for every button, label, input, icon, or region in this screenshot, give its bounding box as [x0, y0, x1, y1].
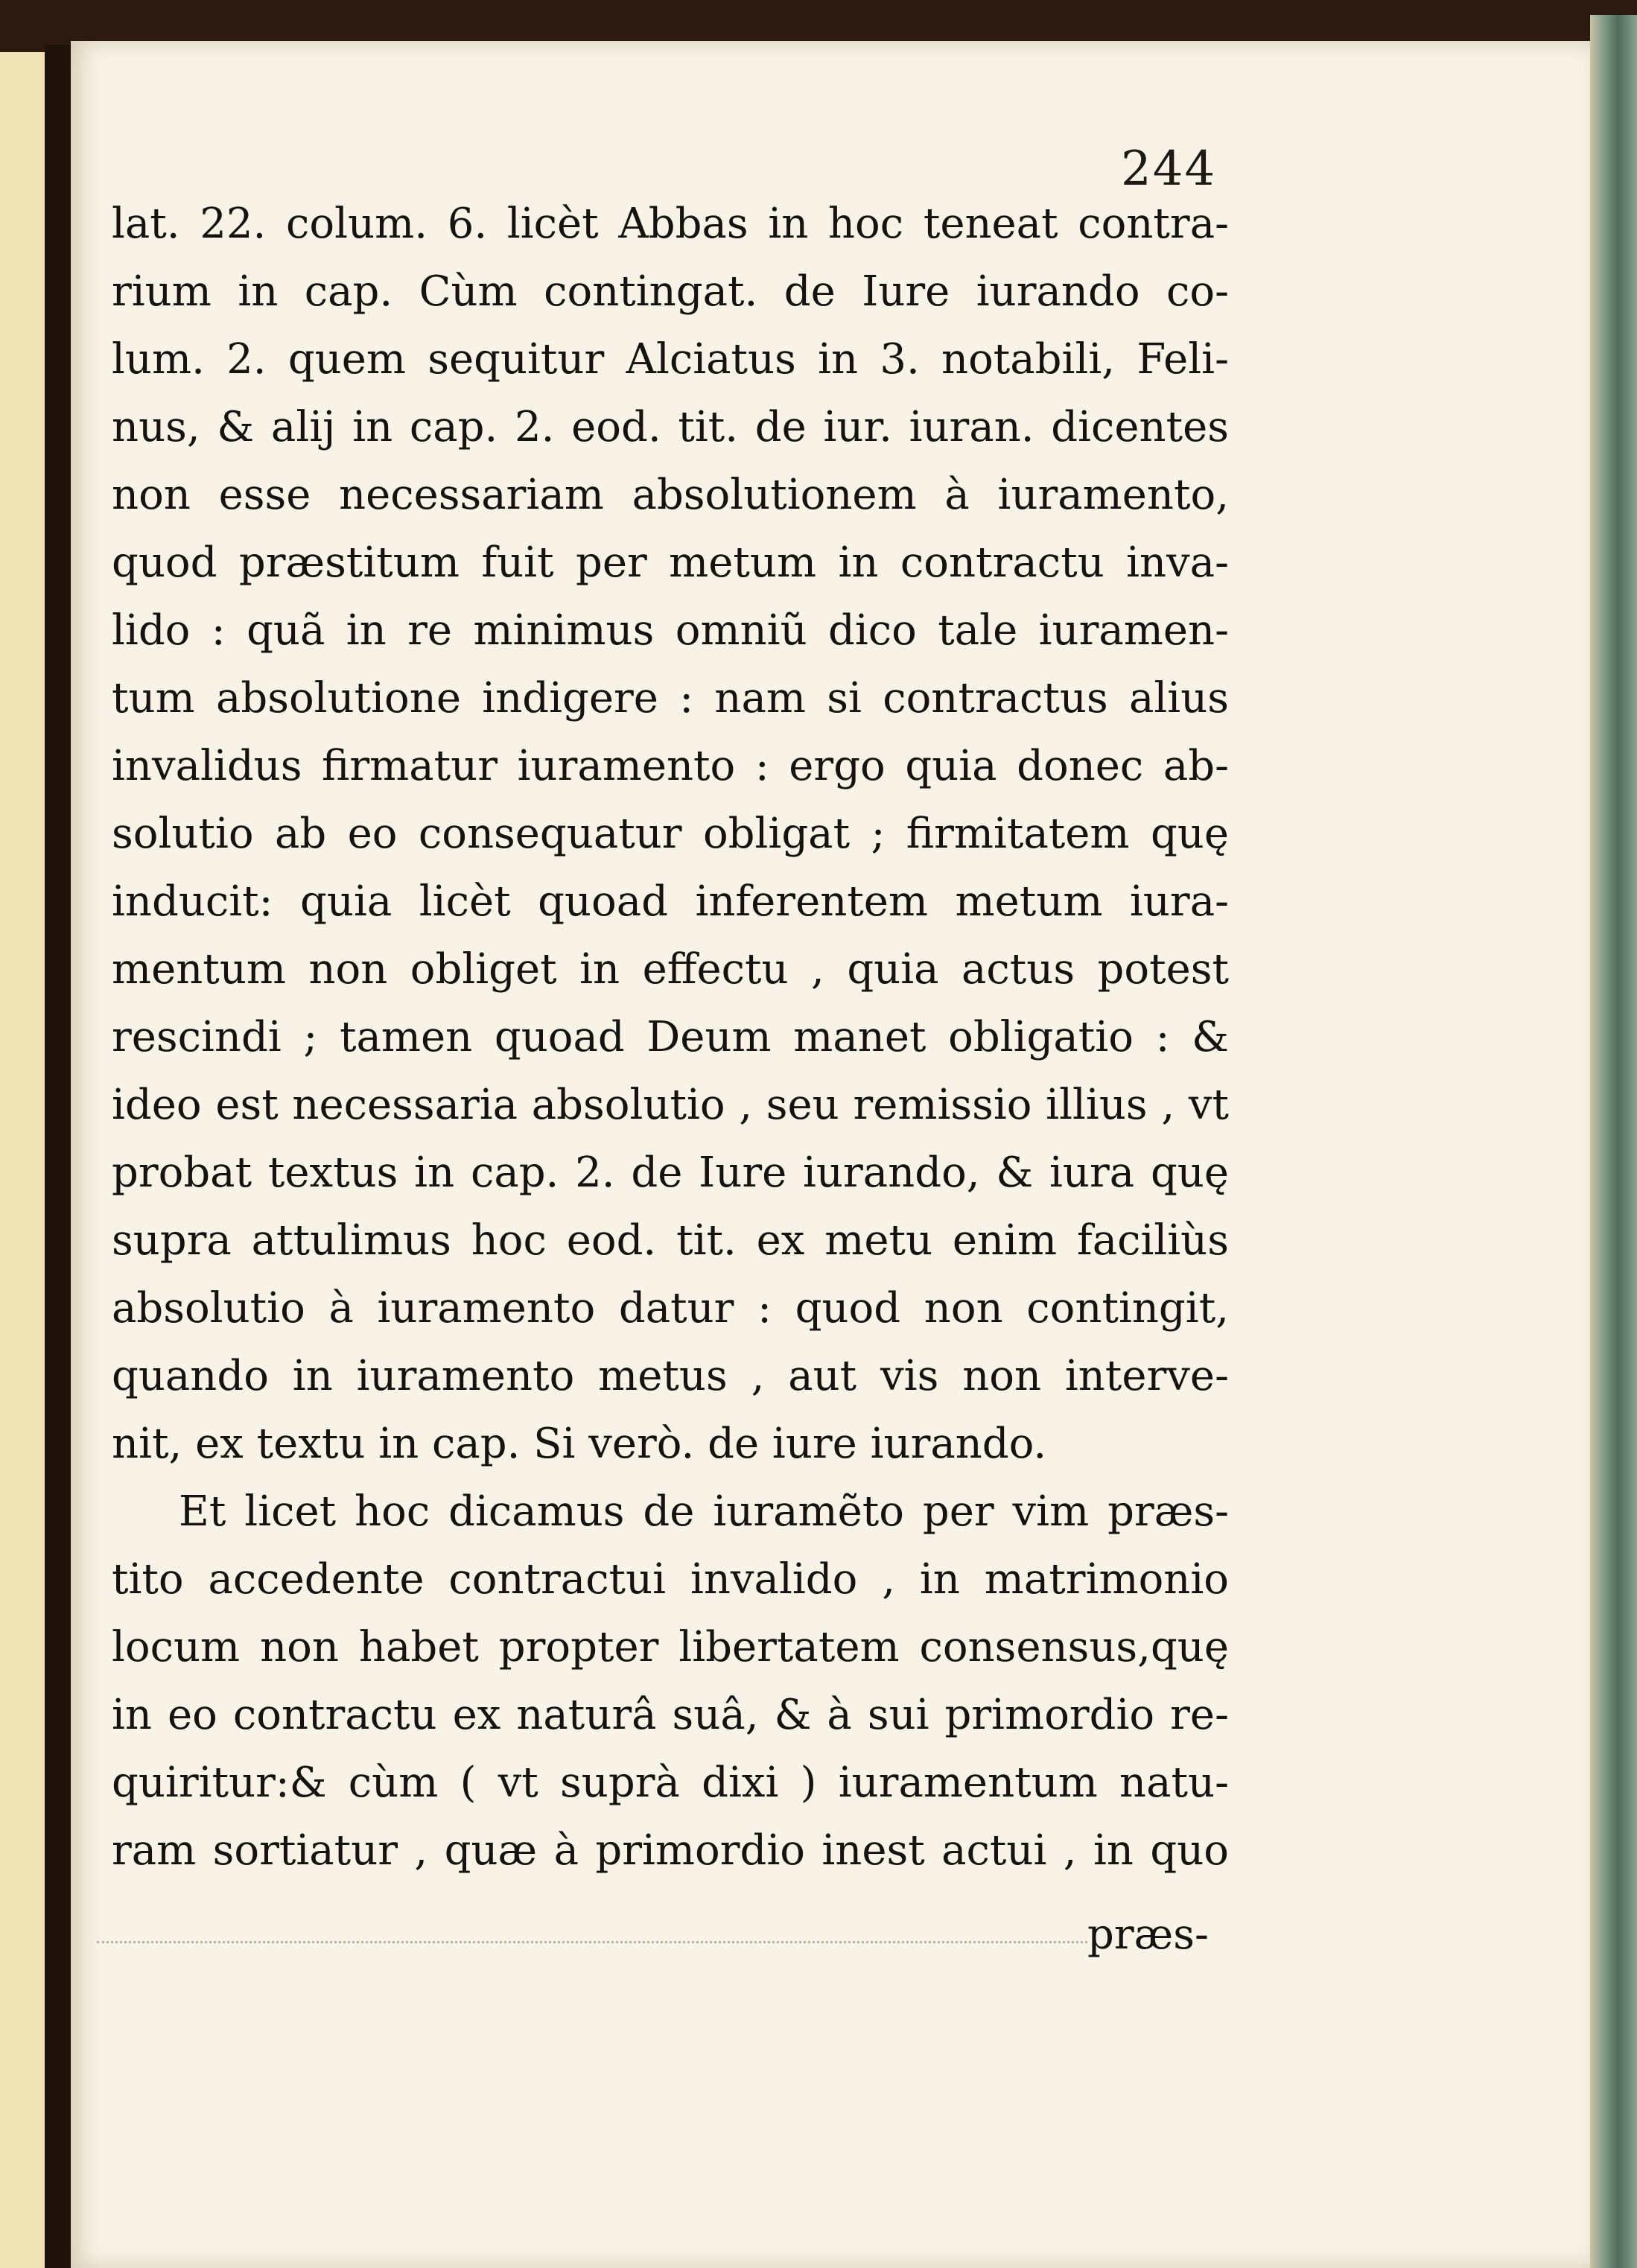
text-line: ideo est necessaria absolutio , seu remissio illius , vt [112, 1081, 1229, 1129]
text-line: tum absolutione indigere : nam si contractus alius [112, 674, 1229, 722]
text-line: lat. 22. colum. 6. licèt Abbas in hoc teneat contra- [112, 200, 1229, 248]
text-line: absolutio à iuramento datur : quod non contingit, [112, 1284, 1229, 1332]
text-line: rium in cap. Cùm contingat. de Iure iurando co- [112, 267, 1229, 316]
text-line: non esse necessariam absolutionem à iuramento, [112, 471, 1229, 519]
text-line: tito accedente contractui invalido , in matrimonio [112, 1555, 1229, 1604]
text-line: ram sortiatur , quæ à primordio inest actui , in quo [112, 1826, 1229, 1875]
text-line: quiritur:& cùm ( vt suprà dixi ) iuramentum natu- [112, 1759, 1229, 1807]
text-line: lido : quã in re minimus omniũ dico tale iuramen- [112, 606, 1229, 655]
text-line: rescindi ; tamen quoad Deum manet obligatio : & [112, 1013, 1229, 1061]
bleed-through-marks [97, 1937, 1087, 1943]
text-line: invalidus firmatur iuramento : ergo quia donec ab- [112, 742, 1229, 790]
body-text [112, 190, 1229, 1884]
text-line: supra attulimus hoc eod. tit. ex metu enim faciliùs [112, 1216, 1229, 1265]
text-line: nit, ex textu in cap. Si verò. de iure iurando. [112, 1420, 1047, 1468]
text-line: quando in iuramento metus , aut vis non interve- [112, 1352, 1229, 1400]
previous-page-edge [0, 52, 49, 2268]
text-line: probat textus in cap. 2. de Iure iurando, & iura quę [112, 1149, 1229, 1197]
text-line: mentum non obliget in effectu , quia actus potest [112, 945, 1229, 994]
text-line: nus, & alij in cap. 2. eod. tit. de iur. iuran. dicentes [112, 403, 1229, 451]
text-line: lum. 2. quem sequitur Alciatus in 3. notabili, Feli- [112, 335, 1229, 384]
gutter-shadow [45, 45, 74, 2268]
text-line: locum non habet propter libertatem consensus,quę [112, 1623, 1229, 1671]
catchword: præs- [1087, 1910, 1209, 1959]
paragraph-start-line: Et licet hoc dicamus de iuramẽto per vim præs- [179, 1487, 1229, 1536]
page-number: 244 [1121, 142, 1217, 197]
text-line: quod præstitum fuit per metum in contractu inva- [112, 539, 1229, 587]
page-stack-edge [1590, 15, 1637, 2268]
text-line: in eo contractu ex naturâ suâ, & à sui primordio re- [112, 1691, 1229, 1739]
text-line: inducit: quia licèt quoad inferentem metum iura- [112, 877, 1229, 926]
text-line: solutio ab eo consequatur obligat ; firmitatem quę [112, 810, 1229, 858]
